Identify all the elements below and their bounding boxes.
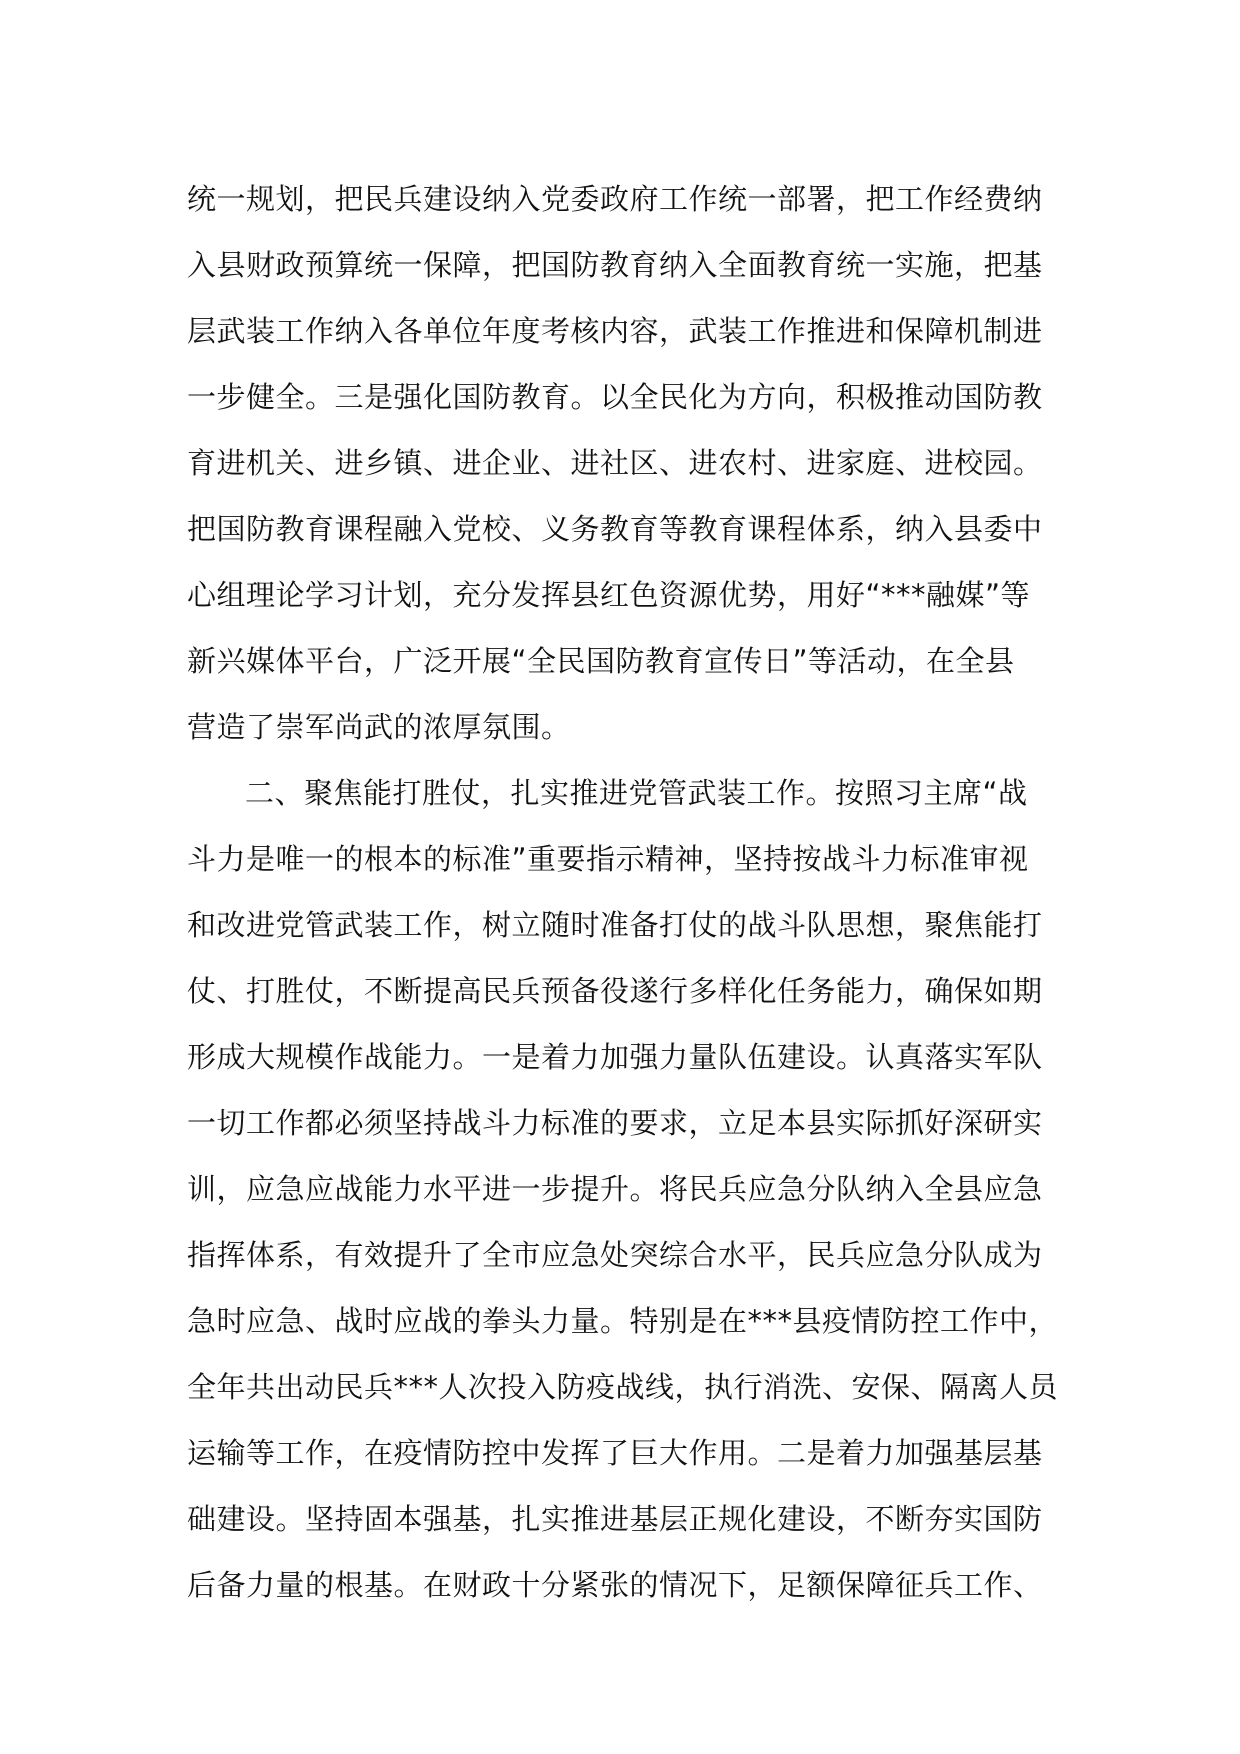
text-line: 一步健全。三是强化国防教育。以全民化为方向，积极推动国防教 bbox=[187, 380, 1043, 414]
text-line: 一切工作都必须坚持战斗力标准的要求，立足本县实际抓好深研实 bbox=[187, 1106, 1043, 1140]
text-line: 础建设。坚持固本强基，扎实推进基层正规化建设，不断夯实国防 bbox=[187, 1502, 1043, 1536]
text-line: 和改进党管武装工作，树立随时准备打仗的战斗队思想，聚焦能打 bbox=[187, 908, 1043, 942]
text-line: 新兴媒体平台，广泛开展“全民国防教育宣传日”等活动，在全县 bbox=[187, 644, 1015, 678]
text-line: 营造了崇军尚武的浓厚氛围。 bbox=[187, 710, 571, 744]
text-line: 仗、打胜仗，不断提高民兵预备役遂行多样化任务能力，确保如期 bbox=[187, 974, 1043, 1008]
text-line: 层武装工作纳入各单位年度考核内容，武装工作推进和保障机制进 bbox=[187, 314, 1043, 348]
paragraph-start-line: 二、聚焦能打胜仗，扎实推进党管武装工作。按照习主席“战 bbox=[245, 776, 1028, 810]
text-line: 指挥体系，有效提升了全市应急处突综合水平，民兵应急分队成为 bbox=[187, 1238, 1043, 1272]
text-line: 训，应急应战能力水平进一步提升。将民兵应急分队纳入全县应急 bbox=[187, 1172, 1043, 1206]
text-line: 急时应急、战时应战的拳头力量。特别是在***县疫情防控工作中， bbox=[187, 1304, 1059, 1338]
text-line: 全年共出动民兵***人次投入防疫战线，执行消洗、安保、隔离人员 bbox=[187, 1370, 1059, 1404]
text-line: 统一规划，把民兵建设纳入党委政府工作统一部署，把工作经费纳 bbox=[187, 182, 1043, 216]
text-line: 心组理论学习计划，充分发挥县红色资源优势，用好“***融媒”等 bbox=[187, 578, 1031, 612]
text-line: 运输等工作，在疫情防控中发挥了巨大作用。二是着力加强基层基 bbox=[187, 1436, 1043, 1470]
text-line: 入县财政预算统一保障，把国防教育纳入全面教育统一实施，把基 bbox=[187, 248, 1043, 282]
text-line: 育进机关、进乡镇、进企业、进社区、进农村、进家庭、进校园。 bbox=[187, 446, 1043, 480]
text-line: 后备力量的根基。在财政十分紧张的情况下，足额保障征兵工作、 bbox=[187, 1568, 1043, 1602]
text-line: 斗力是唯一的根本的标准”重要指示精神，坚持按战斗力标准审视 bbox=[187, 842, 1029, 876]
text-line: 把国防教育课程融入党校、义务教育等教育课程体系，纳入县委中 bbox=[187, 512, 1043, 546]
body-text bbox=[187, 166, 1067, 1618]
text-line: 形成大规模作战能力。一是着力加强力量队伍建设。认真落实军队 bbox=[187, 1040, 1043, 1074]
